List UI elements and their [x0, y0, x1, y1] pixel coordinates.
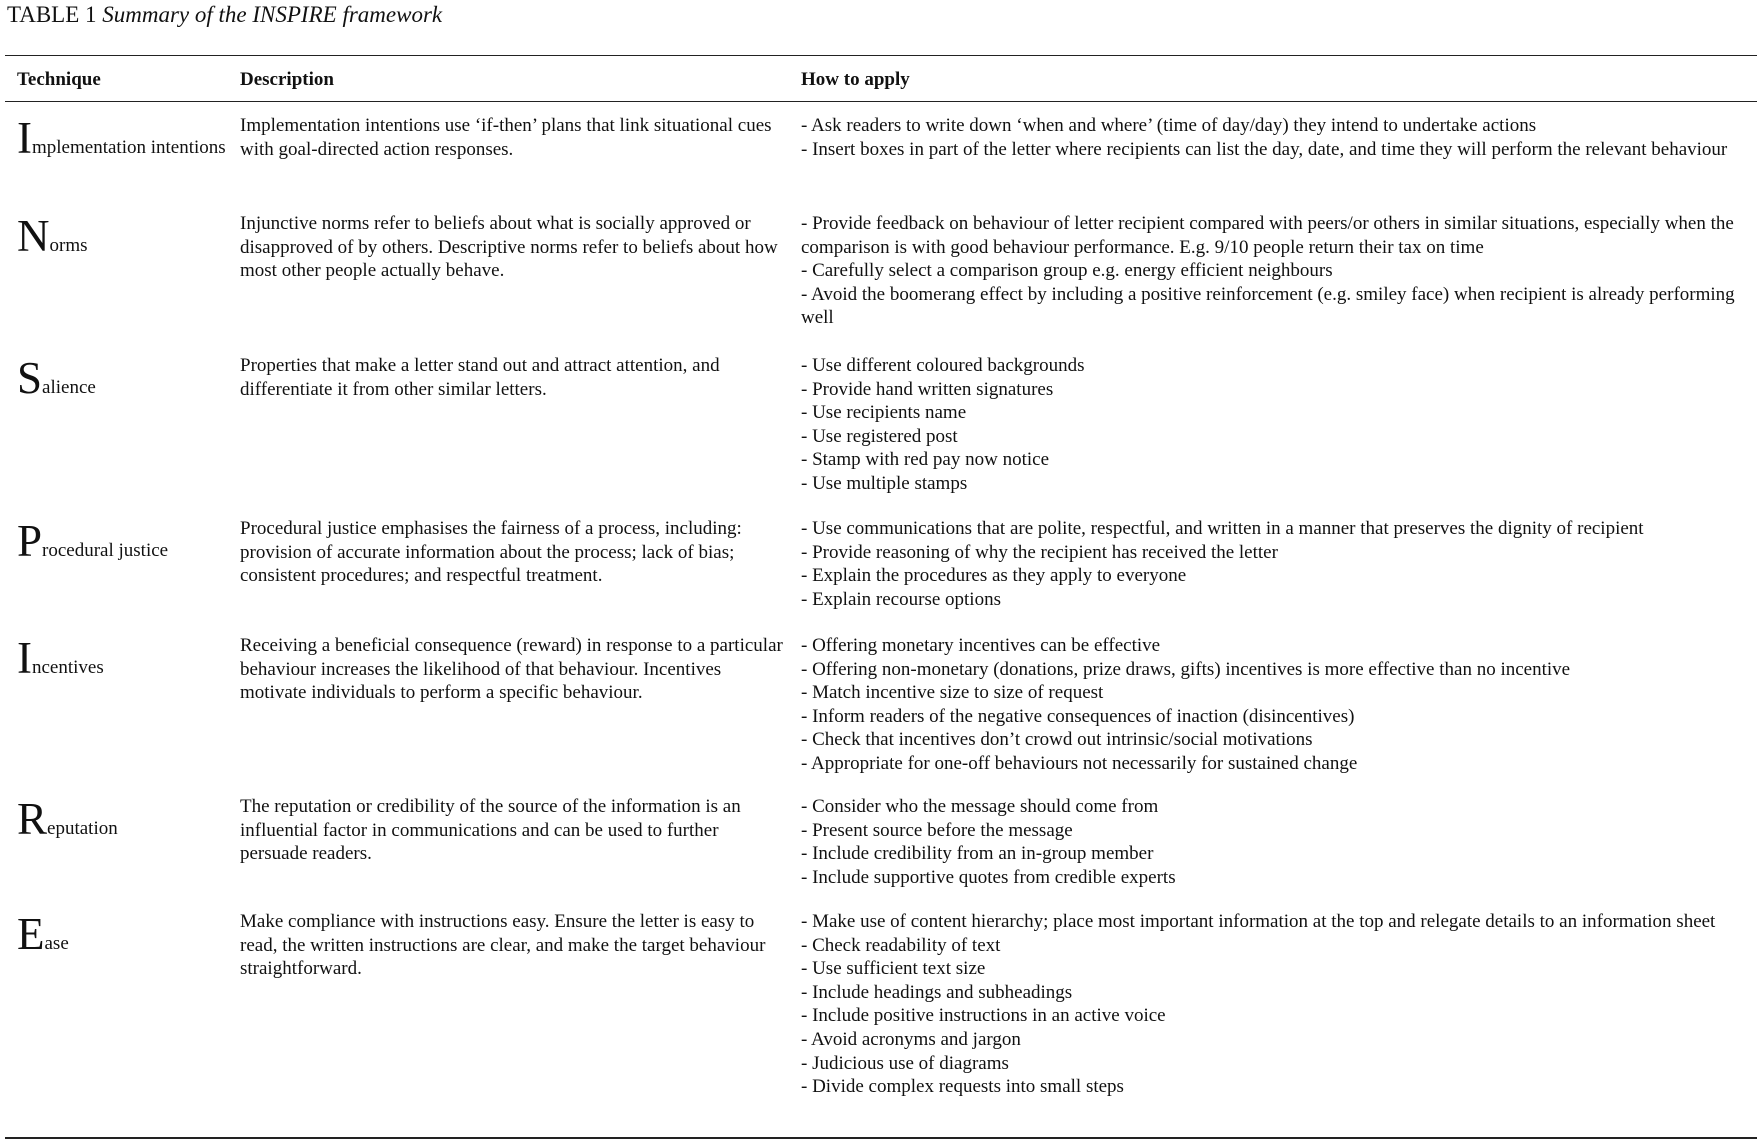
- apply-item: - Include credibility from an in-group member: [801, 843, 1154, 865]
- technique-initial: I: [17, 633, 32, 683]
- apply-item: - Use recipients name: [801, 402, 967, 424]
- technique-cell: [17, 516, 232, 566]
- description-cell: Make compliance with instructions easy. Ensure the letter is easy to read, the written instructions are clear, and make the target behaviour straightforward.: [240, 911, 766, 980]
- apply-item: - Include headings and subheadings: [801, 981, 1073, 1003]
- apply-item: - Check readability of text: [801, 934, 1001, 956]
- apply-item: - Stamp with red pay now notice: [801, 449, 1050, 471]
- apply-item: - Inform readers of the negative consequences of inaction (disincentives): [801, 705, 1355, 727]
- apply-item: - Ask readers to write down ‘when and where’ (time of day/day) they intend to undertake actions: [801, 115, 1537, 136]
- apply-item: - Offering monetary incentives can be effective: [801, 635, 1161, 656]
- header-how-to-apply: How to apply: [801, 69, 910, 90]
- apply-item: - Use different coloured backgrounds: [801, 355, 1085, 376]
- how-to-apply-cell: [801, 114, 1751, 161]
- apply-item: - Use sufficient text size: [801, 958, 986, 980]
- table-label: TABLE 1: [7, 2, 97, 27]
- apply-item: - Appropriate for one-off behaviours not necessarily for sustained change: [801, 752, 1358, 774]
- description-cell: The reputation or credibility of the source of the information is an influential factor in communications and can be used to further persuade readers.: [240, 796, 741, 865]
- how-to-apply-cell: [801, 517, 1751, 611]
- apply-item: - Insert boxes in part of the letter where recipients can list the day, date, and time they will perform the relevant behaviour: [801, 138, 1728, 160]
- technique-initial: N: [17, 211, 50, 261]
- apply-item: - Make use of content hierarchy; place most important information at the top and relegate details to an information sheet: [801, 911, 1716, 932]
- technique-name: mplementation intentions: [32, 137, 226, 158]
- technique-initial: I: [17, 113, 32, 163]
- header-description: Description: [240, 69, 334, 90]
- apply-item: - Judicious use of diagrams: [801, 1052, 1009, 1074]
- technique-cell: [17, 353, 232, 403]
- header-technique: Technique: [17, 69, 101, 90]
- apply-item: - Present source before the message: [801, 819, 1073, 841]
- apply-item: - Carefully select a comparison group e.g. energy efficient neighbours: [801, 260, 1333, 282]
- apply-item: - Divide complex requests into small steps: [801, 1076, 1124, 1098]
- apply-item: - Avoid acronyms and jargon: [801, 1028, 1021, 1050]
- apply-item: - Use communications that are polite, respectful, and written in a manner that preserves the dignity of recipient: [801, 518, 1644, 539]
- technique-cell: [17, 113, 232, 163]
- apply-item: - Consider who the message should come from: [801, 796, 1159, 817]
- technique-initial: E: [17, 909, 45, 959]
- technique-initial: P: [17, 516, 43, 566]
- header-rule: [5, 101, 1757, 102]
- technique-cell: [17, 633, 232, 683]
- how-to-apply-cell: [801, 212, 1751, 330]
- technique-name: ase: [44, 933, 69, 954]
- technique-cell: [17, 211, 232, 261]
- how-to-apply-cell: [801, 795, 1751, 889]
- apply-item: - Avoid the boomerang effect by including a positive reinforcement (e.g. smiley face) when recipient is already performing well: [801, 283, 1735, 329]
- apply-item: - Match incentive size to size of request: [801, 682, 1104, 704]
- apply-item: - Check that incentives don’t crowd out intrinsic/social motivations: [801, 729, 1313, 751]
- apply-item: - Include supportive quotes from credible experts: [801, 866, 1176, 888]
- apply-item: - Provide hand written signatures: [801, 378, 1054, 400]
- table-caption: [7, 0, 442, 30]
- table-title: Summary of the INSPIRE framework: [102, 2, 443, 27]
- apply-item: - Include positive instructions in an active voice: [801, 1005, 1166, 1027]
- how-to-apply-cell: [801, 910, 1751, 1099]
- technique-name: eputation: [47, 818, 118, 839]
- technique-name: alience: [42, 377, 96, 398]
- technique-cell: [17, 794, 232, 844]
- technique-cell: [17, 909, 232, 959]
- technique-name: orms: [49, 235, 88, 256]
- technique-name: rocedural justice: [42, 540, 169, 561]
- description-cell: Receiving a beneficial consequence (reward) in response to a particular behaviour increases the likelihood of that behaviour. Incentives motivate individuals to perform a specific behaviour.: [240, 635, 783, 704]
- apply-item: - Use registered post: [801, 425, 958, 447]
- top-rule: [5, 55, 1757, 56]
- apply-item: - Explain recourse options: [801, 588, 1001, 610]
- description-cell: Injunctive norms refer to beliefs about what is socially approved or disapproved of by others. Descriptive norms refer to beliefs about how most other people actually behave.: [240, 213, 778, 282]
- how-to-apply-cell: [801, 634, 1751, 776]
- description-cell: Properties that make a letter stand out and attract attention, and differentiate it from other similar letters.: [240, 355, 720, 400]
- apply-item: - Offering non-monetary (donations, prize draws, gifts) incentives is more effective than no incentive: [801, 658, 1571, 680]
- apply-item: - Use multiple stamps: [801, 472, 968, 494]
- bottom-rule: [5, 1137, 1757, 1139]
- technique-name: ncentives: [32, 657, 104, 678]
- description-cell: Procedural justice emphasises the fairness of a process, including: provision of accurate information about the process; lack of bias; consistent procedures; and respectful treatment.: [240, 518, 742, 587]
- technique-initial: R: [17, 794, 48, 844]
- apply-item: - Provide feedback on behaviour of letter recipient compared with peers/or others in similar situations, especially when the comparison is with good behaviour performance. E.g. 9/10 people return their tax on time: [801, 213, 1734, 258]
- apply-item: - Provide reasoning of why the recipient has received the letter: [801, 541, 1278, 563]
- description-cell: Implementation intentions use ‘if-then’ plans that link situational cues with goal-directed action responses.: [240, 115, 772, 160]
- how-to-apply-cell: [801, 354, 1751, 496]
- apply-item: - Explain the procedures as they apply to everyone: [801, 565, 1187, 587]
- technique-initial: S: [17, 353, 43, 403]
